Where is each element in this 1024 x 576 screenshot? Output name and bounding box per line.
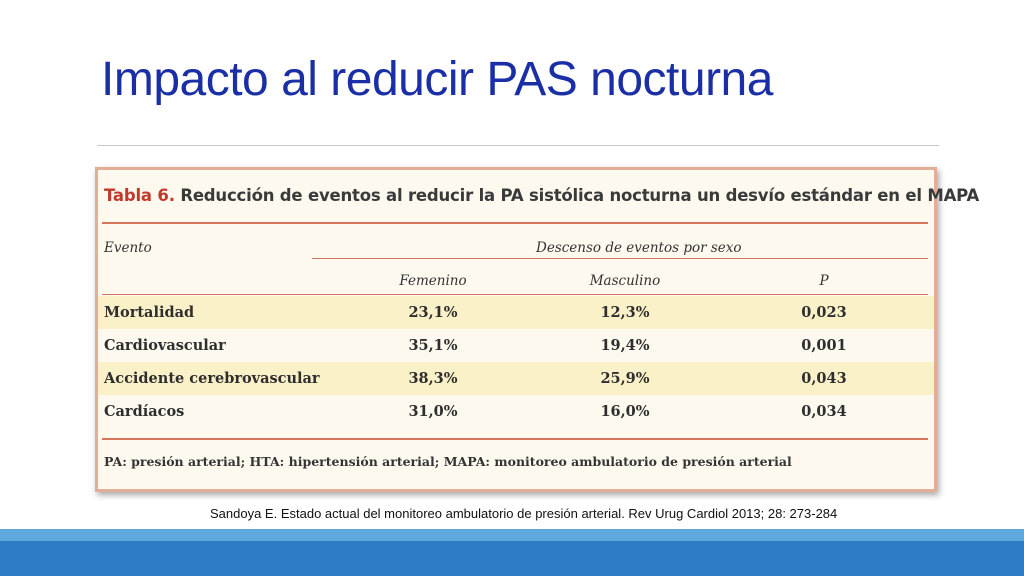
citation: Sandoya E. Estado actual del monitoreo ambulatorio de presión arterial. Rev Urug Cardiol 2013; 28: 273-284	[210, 506, 838, 521]
row-masculino: 12,3%	[600, 304, 650, 321]
table-row	[98, 395, 934, 428]
row-masculino: 19,4%	[600, 337, 650, 354]
table-heading	[104, 186, 979, 205]
footer-rule	[102, 438, 928, 440]
row-femenino: 35,1%	[408, 337, 458, 354]
row-p: 0,034	[801, 403, 847, 420]
heading-rule	[102, 222, 928, 224]
table-caption: Reducción de eventos al reducir la PA sistólica nocturna un desvío estándar en el MAPA	[180, 186, 980, 205]
row-event: Mortalidad	[104, 304, 195, 321]
header-group: Descenso de eventos por sexo	[536, 240, 742, 256]
row-p: 0,043	[801, 370, 847, 387]
table-row	[98, 329, 934, 362]
column-header-masculino: Masculino	[589, 273, 661, 289]
row-femenino: 38,3%	[408, 370, 458, 387]
slide-title: Impacto al reducir PAS nocturna	[101, 53, 773, 106]
column-header-p: P	[819, 273, 829, 289]
row-event: Cardiovascular	[104, 337, 226, 354]
header-event: Evento	[104, 240, 152, 256]
row-p: 0,001	[801, 337, 847, 354]
group-rule	[312, 258, 928, 259]
table-row	[98, 296, 934, 329]
column-header-femenino: Femenino	[399, 273, 467, 289]
row-event: Cardíacos	[104, 403, 185, 420]
header-rule	[102, 294, 928, 295]
row-event: Accidente cerebrovascular	[104, 370, 320, 387]
row-masculino: 25,9%	[600, 370, 650, 387]
table-footnote: PA: presión arterial; HTA: hipertensión arterial; MAPA: monitoreo ambulatorio de presión arterial	[104, 454, 792, 469]
table-figure	[95, 167, 980, 492]
row-femenino: 31,0%	[408, 403, 458, 420]
row-masculino: 16,0%	[600, 403, 650, 420]
table-number: Tabla 6.	[104, 186, 175, 205]
footer-band-light	[0, 529, 1024, 541]
table-row	[98, 362, 934, 395]
row-p: 0,023	[801, 304, 847, 321]
row-femenino: 23,1%	[408, 304, 458, 321]
footer-band-dark	[0, 541, 1024, 576]
title-divider	[97, 145, 939, 146]
